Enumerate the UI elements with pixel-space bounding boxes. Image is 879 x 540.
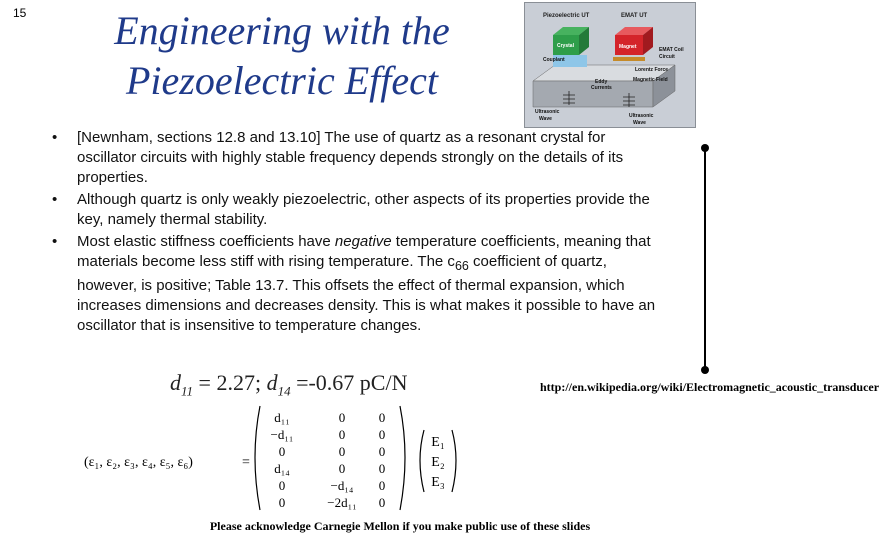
bullet-text-mid: temperature coefficients, meaning that materials become less stiff with rising temperature. The c — [77, 233, 651, 270]
label-wave-left: Wave — [539, 116, 552, 122]
label-lorentz: Lorentz Force — [635, 67, 669, 73]
field-component: E₁ — [431, 435, 445, 450]
reference-link[interactable]: http://en.wikipedia.org/wiki/Electromagnetic_acoustic_transducer — [540, 380, 879, 394]
matrix-cell: 0 — [378, 427, 386, 442]
matrix-cell: 0 — [378, 478, 386, 493]
coil-shape — [613, 57, 645, 61]
bullet-list — [52, 128, 662, 338]
matrix-cell: 0 — [278, 444, 286, 459]
d14-value: =-0.67 pC/N — [290, 370, 408, 395]
label-ultrasonic-left: Ultrasonic — [535, 109, 560, 115]
matrix-cell: 0 — [378, 410, 386, 425]
label-magnet: Magnet — [619, 44, 637, 50]
matrix-cell: 0 — [338, 444, 346, 459]
field-component: E₃ — [431, 475, 445, 490]
label-eddy: Eddy — [595, 79, 608, 85]
label-emat-ut: EMAT UT — [621, 13, 648, 19]
label-crystal: Crystal — [557, 43, 574, 49]
matrix-cell: 0 — [378, 461, 386, 476]
matrix-cell: d₁₁ — [274, 410, 290, 425]
label-wave-right: Wave — [633, 120, 646, 126]
matrix-cell: 0 — [278, 495, 286, 510]
bullet-text-end: coefficient of quartz, however, is positive; Table 13.7. This offsets the effect of thermal expansion, which increases dimensions and decreases density. This is what makes it possible to have an oscillator that is insensitive to temperature changes. — [77, 253, 656, 334]
strain-vector: (ε₁, ε₂, ε₃, ε₄, ε₅, ε₆) — [84, 455, 193, 470]
label-currents: Currents — [591, 85, 612, 91]
emat-diagram-svg — [525, 3, 695, 127]
bullet-item — [52, 190, 662, 230]
matrix-cell: 0 — [378, 495, 386, 510]
bullet-text: [Newnham, sections 12.8 and 13.10] The use of quartz as a resonant crystal for oscillator circuits with highly stable frequency depends strongly on the details of its properties. — [77, 129, 624, 186]
matrix-cell: d₁₄ — [274, 461, 290, 476]
label-magnetic-field: Magnetic Field — [633, 77, 668, 83]
d11-symbol: d — [170, 370, 181, 395]
matrix-cell: 0 — [338, 427, 346, 442]
field-right-bracket — [452, 430, 456, 492]
slide-title: Engineering with the Piezoelectric Effect — [114, 8, 450, 103]
svg-text:=: = — [242, 455, 250, 470]
bullet-text: Although quartz is only weakly piezoelectric, other aspects of its properties provide the key, namely thermal stability. — [77, 191, 650, 228]
bullet-item — [52, 232, 662, 336]
matrix-cell: −2d₁₁ — [327, 495, 357, 510]
d14-subscript: 14 — [277, 383, 291, 399]
label-circuit: Circuit — [659, 54, 675, 60]
matrix-left-bracket — [255, 406, 260, 510]
bullet-item — [52, 128, 662, 188]
label-emat-coil: EMAT Coil — [659, 47, 684, 53]
d11-subscript: 11 — [181, 383, 194, 399]
label-ultrasonic-right: Ultrasonic — [629, 113, 654, 119]
tensor-equation — [80, 400, 460, 516]
matrix-cell: −d₁₁ — [270, 427, 294, 442]
vertical-divider — [704, 148, 706, 370]
field-left-bracket — [420, 430, 424, 492]
emat-diagram — [524, 2, 696, 128]
slide-number: 15 — [13, 6, 27, 20]
field-component: E₂ — [431, 455, 445, 470]
bullet-subscript: 66 — [454, 259, 469, 273]
bullet-emphasis: negative — [334, 233, 392, 250]
matrix-cell: −d₁₄ — [330, 478, 354, 493]
d14-symbol: d — [266, 370, 278, 395]
label-piezo-ut: Piezoelectric UT — [543, 13, 590, 19]
acknowledgement: Please acknowledge Carnegie Mellon if you make public use of these slides — [209, 519, 591, 533]
matrix-right-bracket — [400, 406, 405, 510]
label-couplant: Couplant — [543, 57, 565, 63]
bullet-text: Most elastic stiffness coefficients have — [77, 233, 335, 250]
matrix-cell: 0 — [338, 461, 346, 476]
matrix-cell: 0 — [338, 410, 346, 425]
matrix-cell: 0 — [378, 444, 386, 459]
d11-value: = 2.27; — [193, 370, 267, 395]
piezo-coefficients — [170, 370, 408, 399]
matrix-cell: 0 — [278, 478, 286, 493]
